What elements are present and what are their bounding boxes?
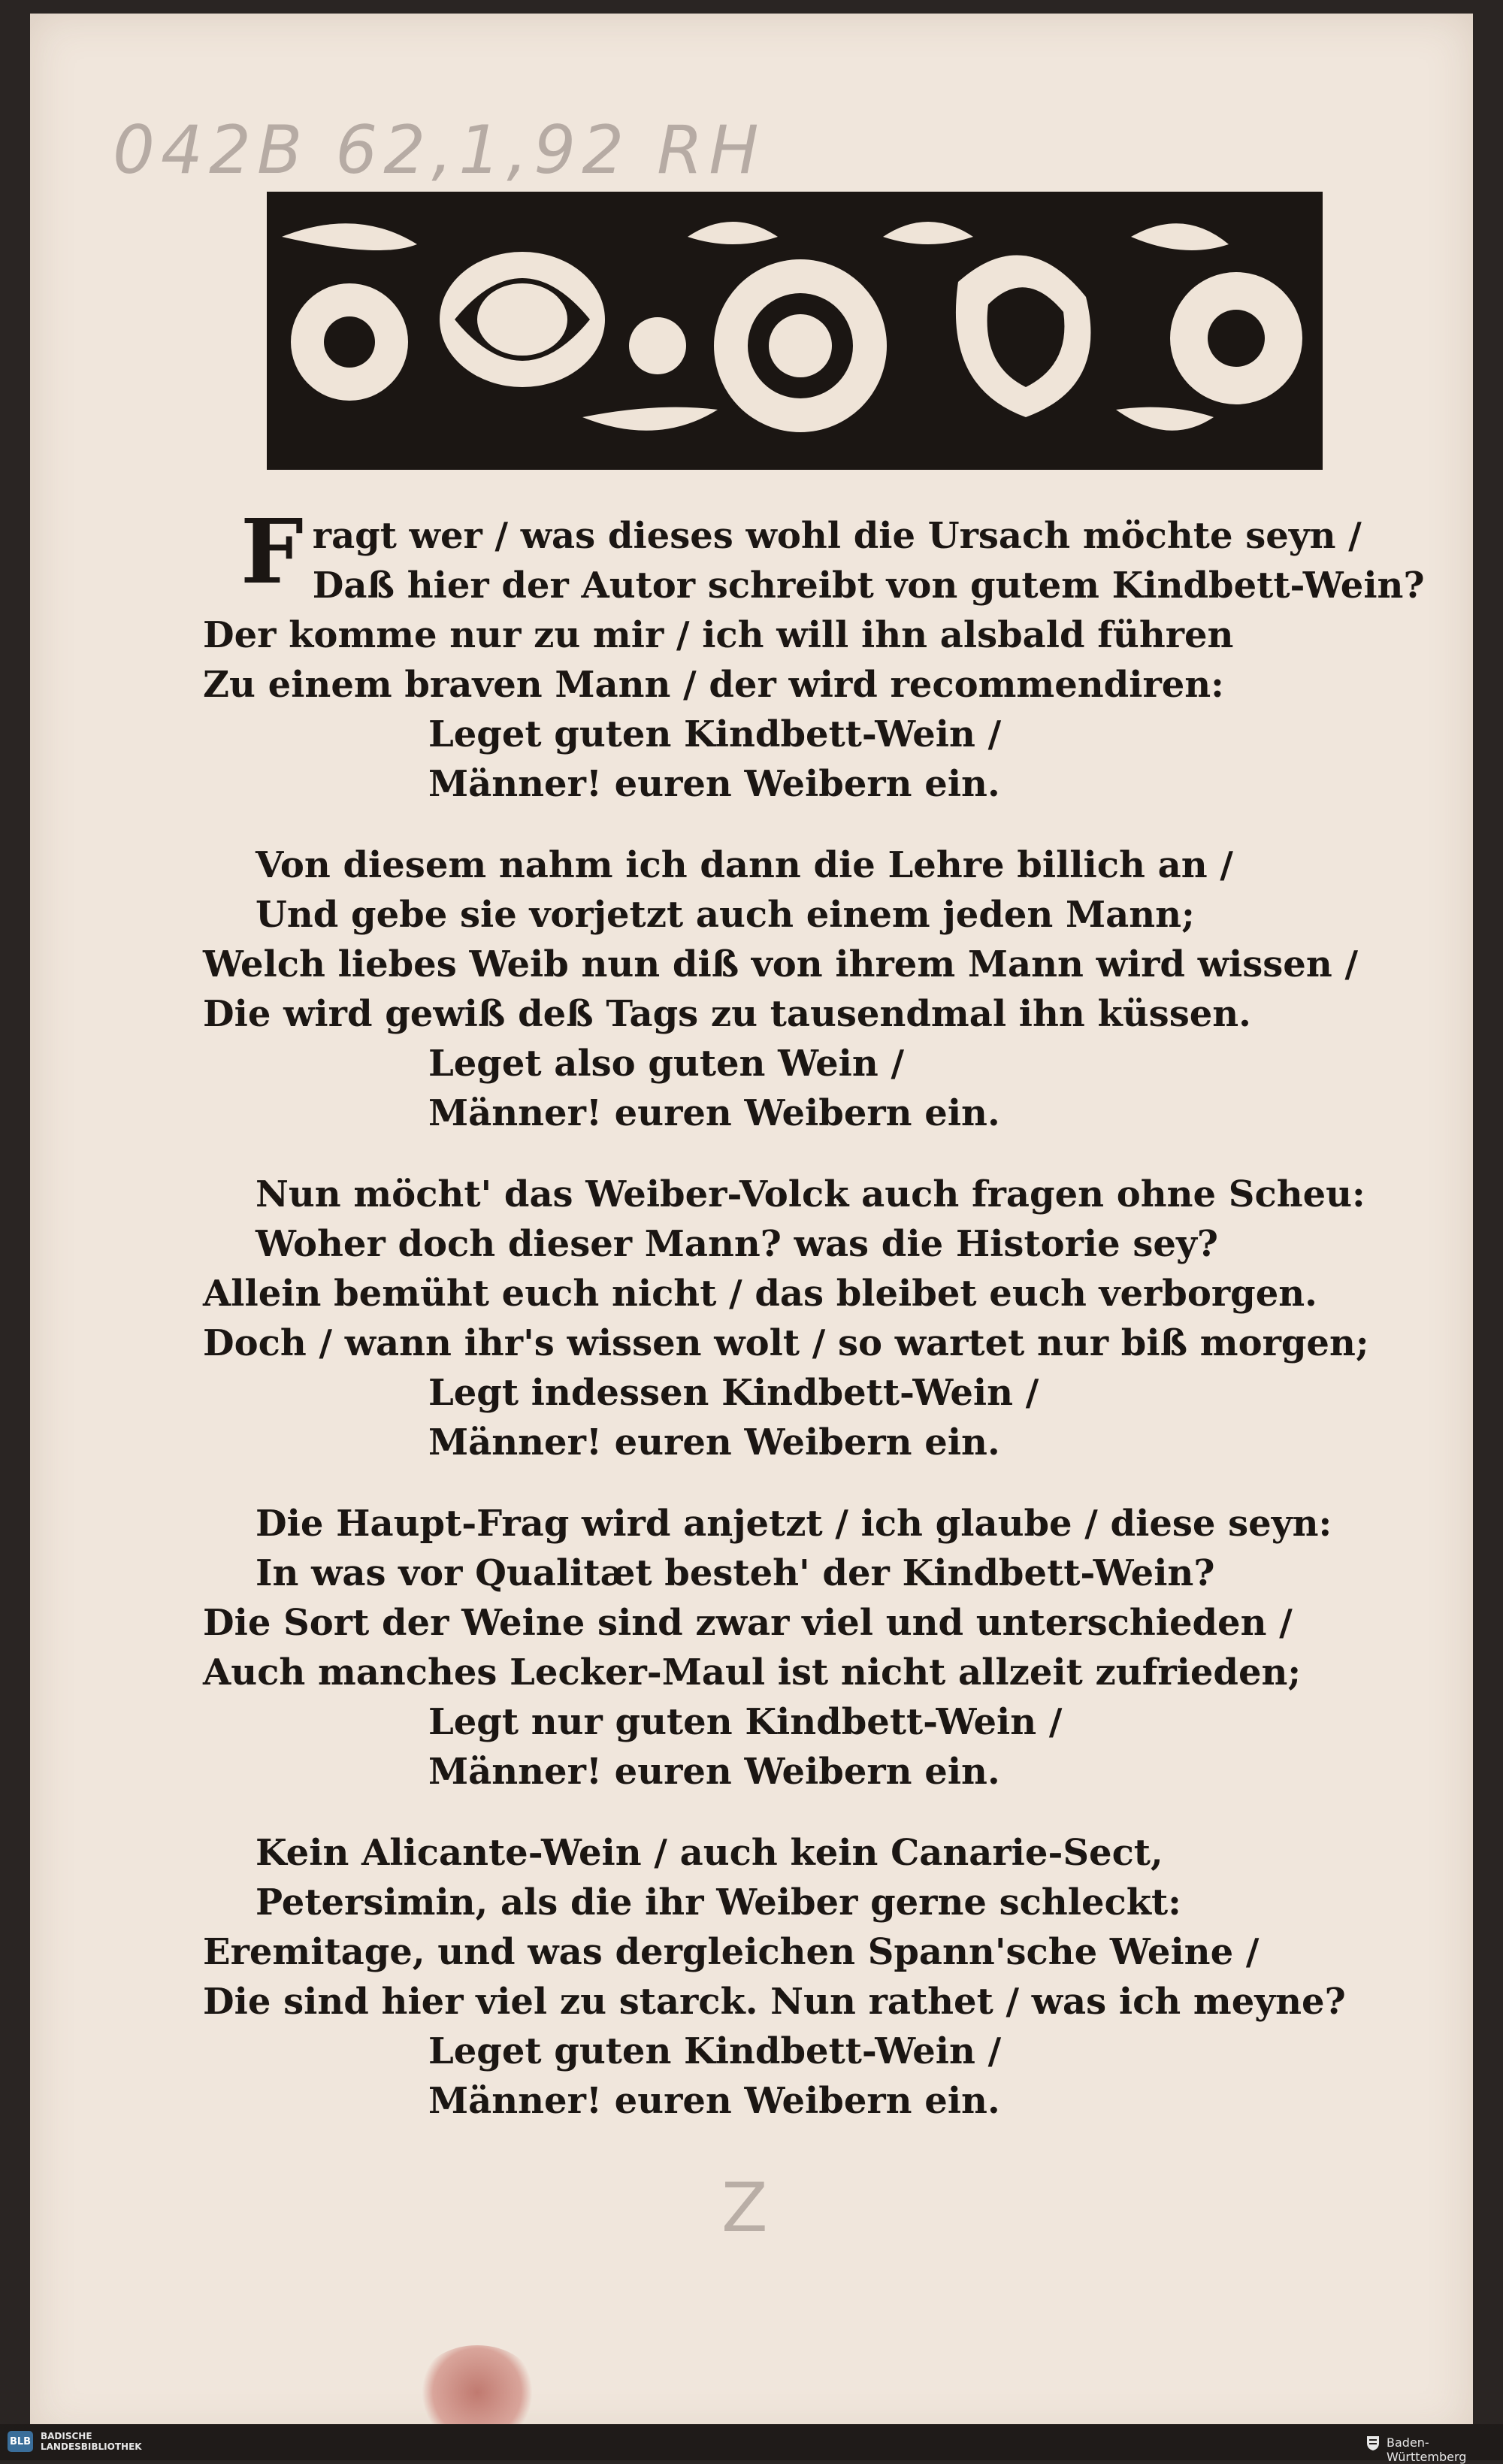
drop-capital: F [240, 499, 304, 604]
verse-line: Woher doch dieser Mann? was die Historie sey? [256, 1223, 1218, 1265]
verse-body [203, 499, 1425, 2157]
stanza-4 [203, 1499, 1375, 1797]
refrain-line: Männer! euren Weibern ein. [428, 1751, 1000, 1793]
floral-woodcut-banner [267, 192, 1323, 470]
viewer-footer [0, 2424, 1503, 2460]
verse-line: Petersimin, als die ihr Weiber gerne schleckt: [256, 1881, 1181, 1924]
refrain-line: Leget guten Kindbett-Wein / [428, 2030, 1002, 2072]
verse-line: Die Haupt-Frag wird anjetzt / ich glaube / diese seyn: [256, 1503, 1332, 1545]
refrain-line: Leget also guten Wein / [428, 1043, 905, 1085]
refrain-line: Männer! euren Weibern ein. [428, 2080, 1000, 2122]
verse-line: Und gebe sie vorjetzt auch einem jeden Mann; [256, 894, 1195, 936]
blb-logo-icon[interactable]: BLB [8, 2431, 33, 2452]
verse-line: ragt wer / was dieses wohl die Ursach möchte seyn / [312, 515, 1362, 557]
baden-wuerttemberg-coat-of-arms-icon[interactable] [1364, 2434, 1382, 2452]
verse-line: Die Sort der Weine sind zwar viel und unterschieden / [203, 1602, 1293, 1644]
shelfmark-annotation: 042B 62,1,92 RH [113, 111, 765, 189]
verse-line: Kein Alicante-Wein / auch kein Canarie-Sect, [256, 1832, 1163, 1874]
refrain-line: Männer! euren Weibern ein. [428, 763, 1000, 805]
blb-library-name[interactable] [41, 2431, 142, 2452]
verse-line: Auch manches Lecker-Maul ist nicht allzeit zufrieden; [203, 1651, 1302, 1694]
verse-line: Daß hier der Autor schreibt von gutem Kindbett-Wein? [312, 565, 1425, 607]
verse-line: Allein bemüht euch nicht / das bleibet euch verborgen. [203, 1273, 1317, 1315]
stanza-5 [203, 1828, 1375, 2126]
verse-line: Zu einem braven Mann / der wird recommendiren: [203, 664, 1224, 706]
verse-line: Nun möcht' das Weiber-Volck auch fragen ohne Scheu: [256, 1173, 1365, 1215]
stanza-2 [203, 840, 1375, 1138]
wax-stain [421, 2345, 534, 2424]
verse-line: Der komme nur zu mir / ich will ihn alsbald führen [203, 614, 1234, 656]
blb-name-line-2: LANDESBIBLIOTHEK [41, 2441, 142, 2452]
verse-line: Eremitage, und was dergleichen Spann'sche Weine / [203, 1931, 1260, 1973]
verse-line: Doch / wann ihr's wissen wolt / so wartet nur biß morgen; [203, 1322, 1369, 1364]
verse-line: In was vor Qualitæt besteh' der Kindbett-Wein? [256, 1552, 1215, 1594]
refrain-line: Legt indessen Kindbett-Wein / [428, 1372, 1039, 1414]
refrain-line: Legt nur guten Kindbett-Wein / [428, 1701, 1063, 1743]
refrain-line: Männer! euren Weibern ein. [428, 1092, 1000, 1134]
refrain-line: Leget guten Kindbett-Wein / [428, 713, 1002, 755]
stanza-3 [203, 1170, 1375, 1467]
verse-line: Welch liebes Weib nun diß von ihrem Mann wird wissen / [203, 943, 1358, 985]
stanza-1 [203, 499, 1425, 809]
verse-line: Die wird gewiß deß Tags zu tausendmal ihn küssen. [203, 993, 1251, 1035]
blb-name-line-1: BADISCHE [41, 2431, 92, 2441]
verse-line: Die sind hier viel zu starck. Nun rathet / was ich meyne? [203, 1981, 1346, 2023]
baden-wuerttemberg-label[interactable]: Baden-Württemberg [1387, 2435, 1467, 2464]
refrain-line: Männer! euren Weibern ein. [428, 1421, 1000, 1464]
verse-line: Von diesem nahm ich dann die Lehre billich an / [256, 844, 1233, 886]
pencil-annotation: Z [721, 2169, 768, 2248]
